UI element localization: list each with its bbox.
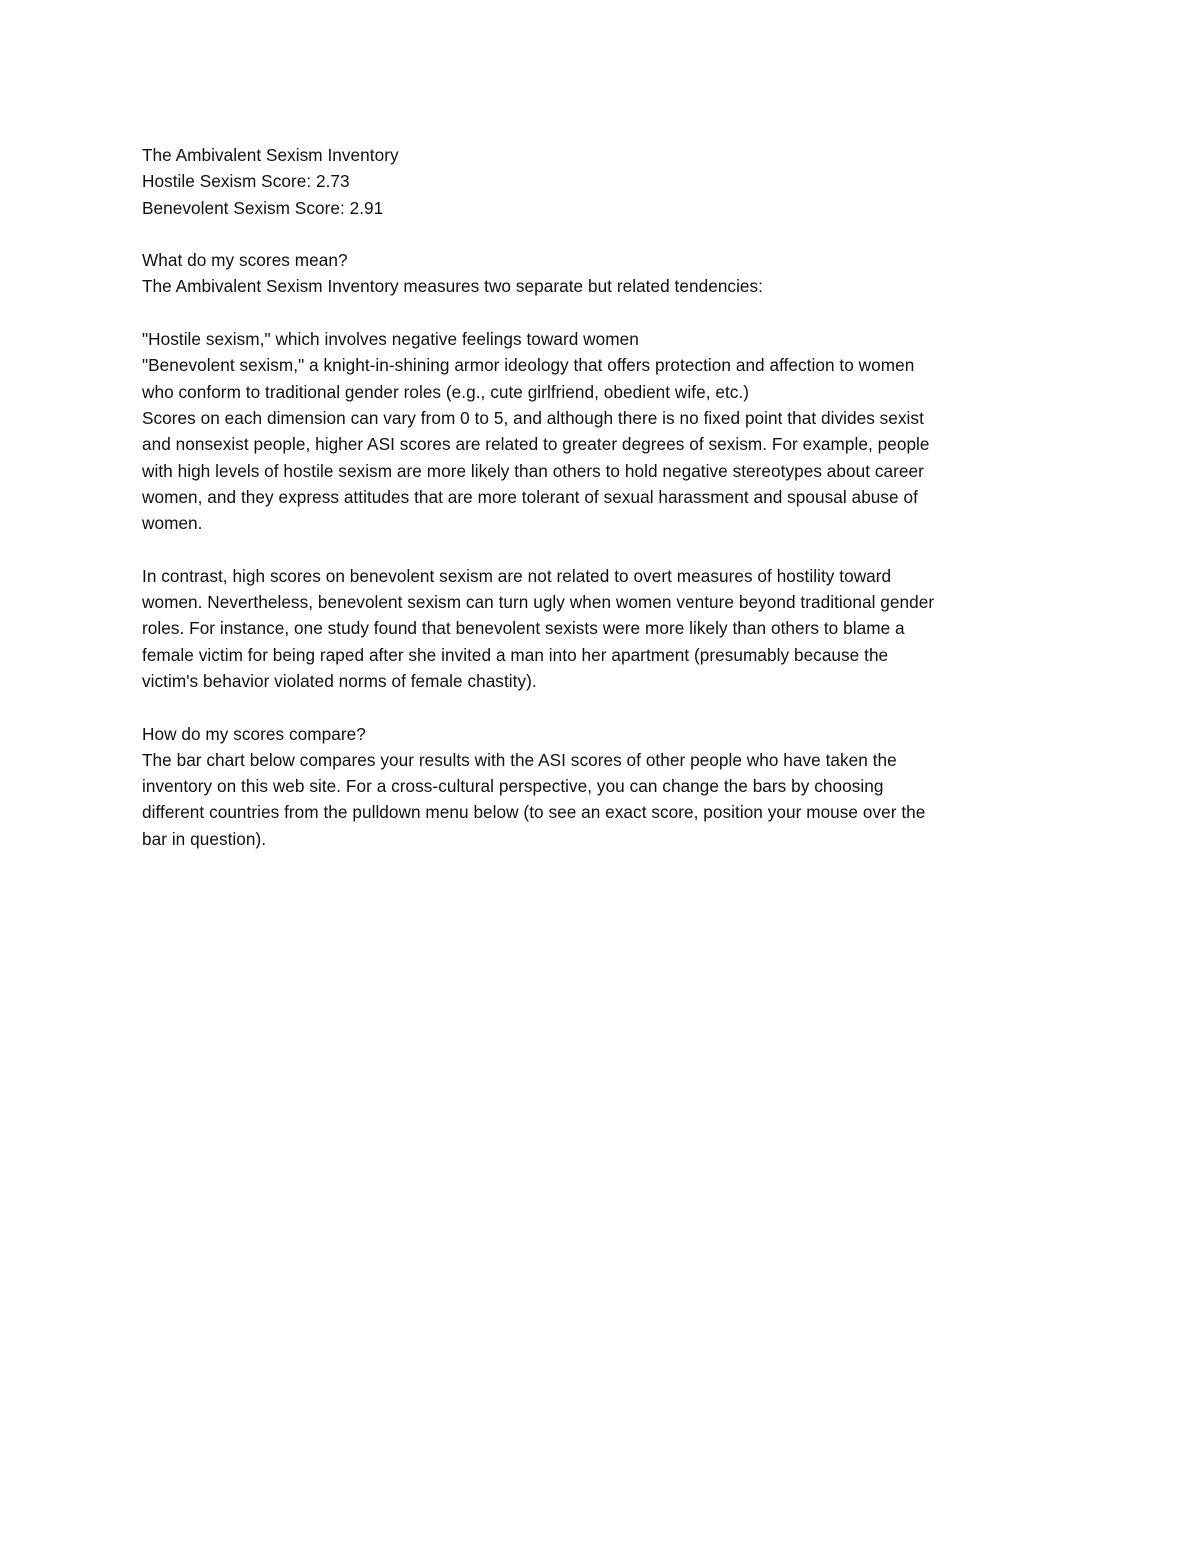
compare-paragraph-line: bar in question). [142,828,267,849]
compare-paragraph-line: inventory on this web site. For a cross-cultural perspective, you can change the bars by choosing [142,776,884,797]
contrast-paragraph-line: victim's behavior violated norms of female chastity). [142,670,537,691]
scores-paragraph-line: women. [142,513,203,534]
scores-paragraph-line: women, and they express attitudes that are more tolerant of sexual harassment and spousal abuse of [142,486,918,507]
benevolent-definition-line: who conform to traditional gender roles (e.g., cute girlfriend, obedient wife, etc.) [142,381,750,402]
contrast-paragraph-line: women. Nevertheless, benevolent sexism can turn ugly when women venture beyond traditional gender [142,592,935,613]
scores-paragraph-line: Scores on each dimension can vary from 0 to 5, and although there is no fixed point that divides sexist [142,407,924,428]
hostile-sexism-score: Hostile Sexism Score: 2.73 [142,171,350,192]
contrast-paragraph-line: female victim for being raped after she invited a man into her apartment (presumably because the [142,644,889,665]
hostile-definition: "Hostile sexism," which involves negative feelings toward women [142,329,639,350]
spacer [142,221,1062,247]
contrast-paragraph-line: roles. For instance, one study found that benevolent sexists were more likely than others to blame a [142,618,905,639]
compare-heading: How do my scores compare? [142,723,366,744]
benevolent-definition-line: "Benevolent sexism," a knight-in-shining armor ideology that offers protection and affection to women [142,355,915,376]
meaning-intro: The Ambivalent Sexism Inventory measures two separate but related tendencies: [142,276,764,297]
meaning-heading: What do my scores mean? [142,250,348,271]
compare-paragraph-line: The bar chart below compares your results with the ASI scores of other people who have taken the [142,749,897,770]
spacer [142,300,1062,326]
compare-paragraph-line: different countries from the pulldown menu below (to see an exact score, position your mouse over the [142,802,926,823]
scores-paragraph-line: and nonsexist people, higher ASI scores are related to greater degrees of sexism. For example, people [142,434,930,455]
document-title: The Ambivalent Sexism Inventory [142,145,399,165]
benevolent-sexism-score: Benevolent Sexism Score: 2.91 [142,197,384,218]
spacer [142,694,1062,720]
spacer [142,536,1062,562]
contrast-paragraph-line: In contrast, high scores on benevolent sexism are not related to overt measures of hostility toward [142,565,892,586]
document-body [142,142,1062,852]
scores-paragraph-line: with high levels of hostile sexism are more likely than others to hold negative stereotypes about career [142,460,924,481]
